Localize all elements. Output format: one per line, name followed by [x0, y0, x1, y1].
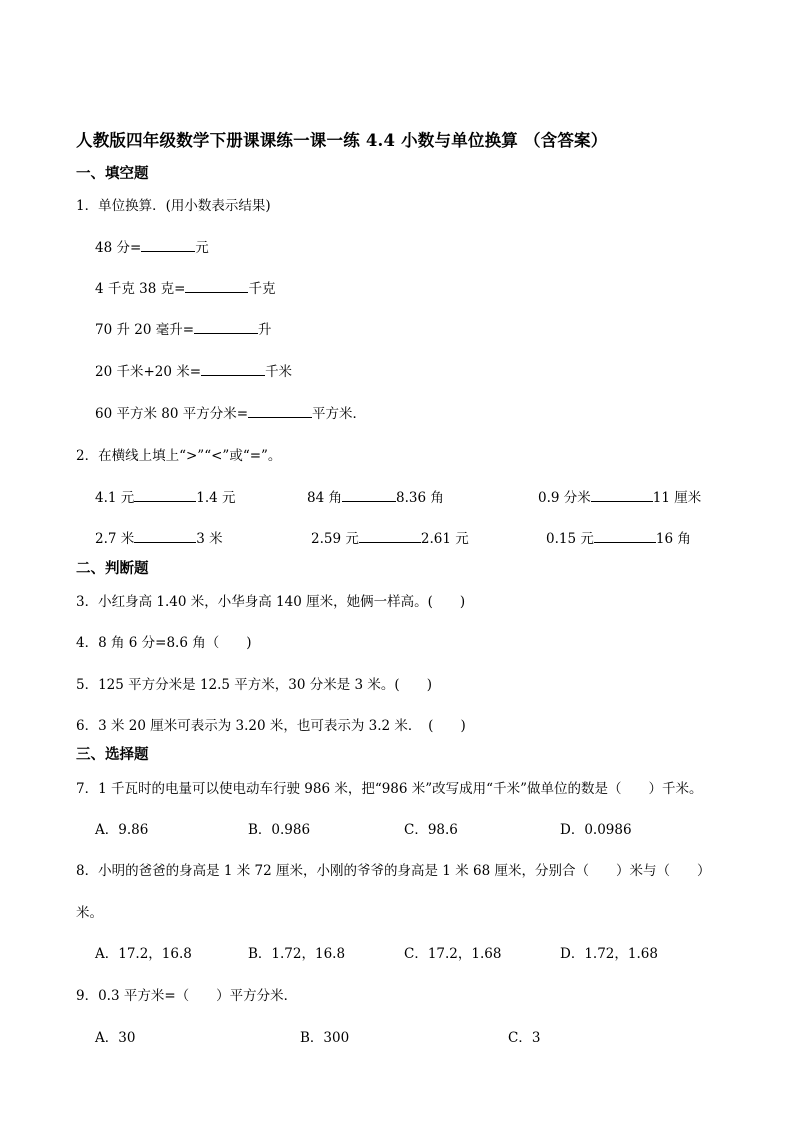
comparison-left: 2.7 米 [95, 531, 135, 547]
option-c[interactable]: C．98.6 [404, 822, 458, 838]
comparison-right: 11 厘米 [652, 490, 702, 506]
comparison-right: 1.4 元 [196, 490, 236, 506]
comparison-left: 2.59 元 [311, 531, 359, 547]
conversion-left: 48 分= [95, 240, 142, 256]
conversion-unit: 元 [195, 240, 209, 256]
option-b[interactable]: B．0.986 [248, 822, 311, 838]
judge-question: 3．小红身高 1.40 米，小华身高 140 厘米，她俩一样高。( ) [76, 594, 466, 610]
answer-blank[interactable] [194, 320, 258, 334]
answer-blank[interactable] [591, 488, 653, 502]
section-heading-judge: 二、判断题 [76, 560, 149, 577]
question-2-stem: 2．在横线上填上“>”“<”或“=”。 [76, 448, 282, 464]
conversion-unit: 千米 [265, 364, 293, 380]
section-heading-choice: 三、选择题 [76, 746, 149, 763]
comparison-left: 4.1 元 [95, 490, 135, 506]
option-a[interactable]: A．30 [95, 1030, 136, 1046]
option-c[interactable]: C．17.2，1.68 [404, 946, 502, 962]
question-9-stem: 9．0.3 平方米=（ ）平方分米． [76, 988, 298, 1004]
answer-blank[interactable] [185, 279, 248, 293]
comparison-right: 2.61 元 [420, 531, 469, 547]
option-b[interactable]: B．1.72，16.8 [248, 946, 346, 962]
answer-blank[interactable] [134, 529, 196, 543]
conversion-left: 60 平方米 80 平方分米= [95, 406, 249, 422]
option-d[interactable]: D．0.0986 [560, 822, 632, 838]
section-heading-fill: 一、填空题 [76, 165, 149, 182]
conversion-item [95, 360, 292, 380]
conversion-unit: 平方米． [312, 406, 367, 422]
comparison-item [546, 527, 691, 547]
option-a[interactable]: A．9.86 [95, 822, 149, 838]
conversion-item [95, 277, 275, 297]
comparison-left: 0.15 元 [546, 531, 594, 547]
comparison-right: 16 角 [655, 531, 691, 547]
judge-question: 4．8 角 6 分=8.6 角（ ) [76, 635, 252, 651]
comparison-item [95, 527, 223, 547]
comparison-item [311, 527, 469, 547]
option-b[interactable]: B．300 [300, 1030, 350, 1046]
option-a[interactable]: A．17.2，16.8 [95, 946, 192, 962]
conversion-unit: 升 [258, 322, 272, 338]
answer-blank[interactable] [141, 238, 195, 252]
conversion-item [95, 236, 209, 256]
answer-blank[interactable] [594, 529, 656, 543]
comparison-right: 3 米 [196, 531, 223, 547]
conversion-item [95, 318, 272, 338]
conversion-unit: 千克 [248, 281, 276, 297]
answer-blank[interactable] [342, 488, 396, 502]
document-title: 人教版四年级数学下册课课练一课一练 4.4 小数与单位换算 （含答案） [76, 131, 608, 150]
comparison-item [95, 486, 236, 506]
comparison-right: 8.36 角 [395, 490, 444, 506]
conversion-left: 70 升 20 毫升= [95, 322, 195, 338]
answer-blank[interactable] [134, 488, 196, 502]
answer-blank[interactable] [201, 362, 265, 376]
comparison-left: 0.9 分米 [538, 490, 591, 506]
option-d[interactable]: D．1.72，1.68 [560, 946, 658, 962]
comparison-item [538, 486, 701, 506]
option-c[interactable]: C．3 [508, 1030, 541, 1046]
conversion-item [95, 402, 366, 422]
comparison-item [307, 486, 444, 506]
question-1-stem: 1．单位换算．(用小数表示结果) [76, 198, 271, 214]
answer-blank[interactable] [248, 404, 312, 418]
comparison-left: 84 角 [307, 490, 342, 506]
conversion-left: 4 千克 38 克= [95, 281, 186, 297]
answer-blank[interactable] [359, 529, 421, 543]
judge-question: 6．3 米 20 厘米可表示为 3.20 米，也可表示为 3.2 米． ( ) [76, 718, 466, 734]
question-8-stem: 8．小明的爸爸的身高是 1 米 72 厘米，小刚的爷爷的身高是 1 米 68 厘米，分别合（ ）米与（ ） [76, 863, 711, 879]
question-8-stem-continued: 米。 [76, 905, 103, 921]
question-7-stem: 7．1 千瓦时的电量可以使电动车行驶 986 米，把“986 米”改写成用“千米”做单位的数是（ ）千米。 [76, 781, 703, 797]
conversion-left: 20 千米+20 米= [95, 364, 202, 380]
judge-question: 5．125 平方分米是 12.5 平方米，30 分米是 3 米。( ) [76, 677, 432, 693]
